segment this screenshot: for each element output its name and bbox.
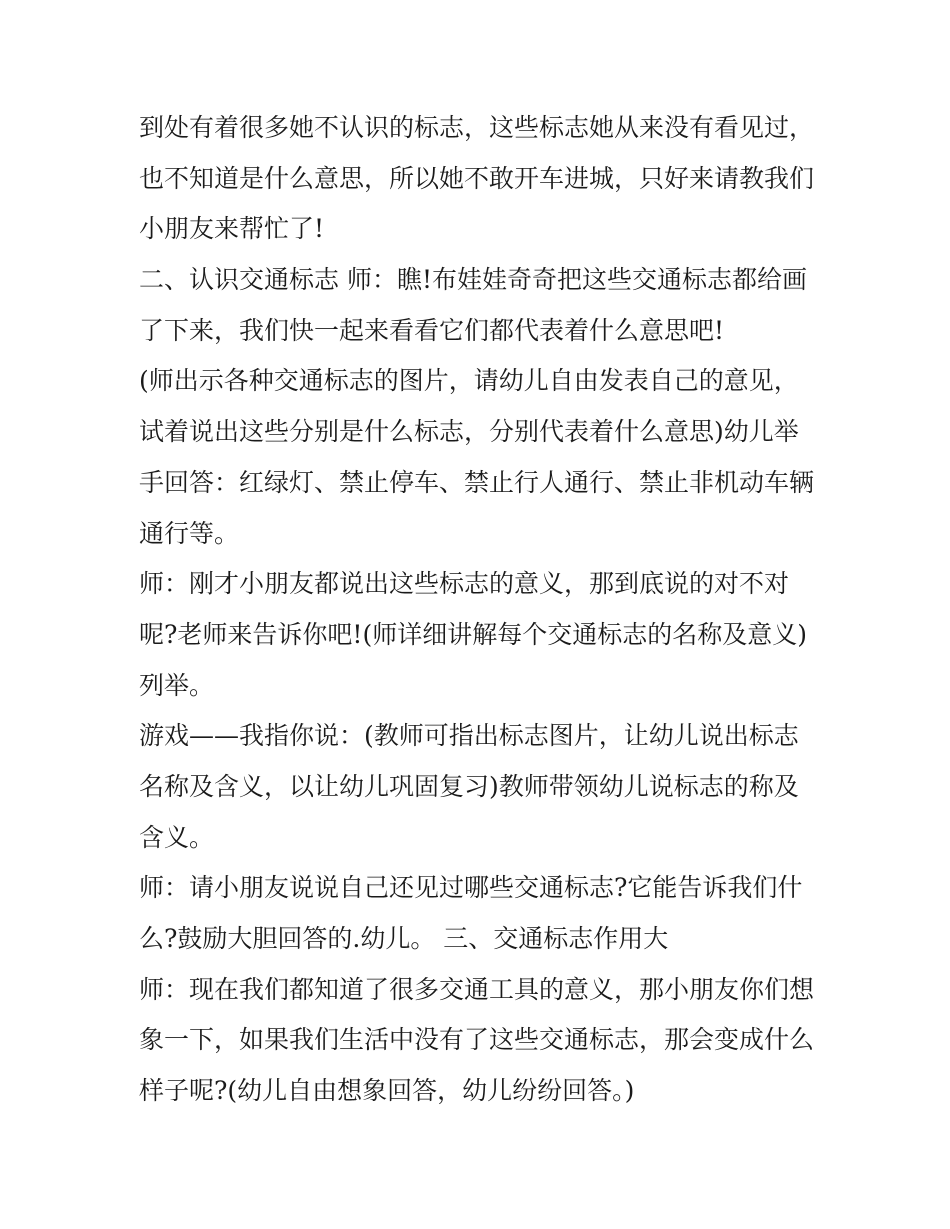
document-body — [139, 103, 829, 1117]
text-line: 了下来，我们快一起来看看它们都代表着什么意思吧! — [139, 315, 725, 345]
text-line: 小朋友来帮忙了! — [139, 214, 325, 244]
section-heading-line: 么?鼓励大胆回答的.幼儿。 三、交通标志作用大 — [139, 924, 669, 953]
text-line: 师：现在我们都知道了很多交通工具的意义，那小朋友你们想 — [139, 974, 815, 1004]
text-line: 也不知道是什么意思，所以她不敢开车进城，只好来请教我们 — [139, 163, 815, 193]
text-line: 名称及含义，以让幼儿巩固复习)教师带领幼儿说标志的称及 — [139, 771, 799, 801]
text-line: 游戏——我指你说：(教师可指出标志图片，让幼儿说出标志 — [139, 721, 799, 751]
text-line: 呢?老师来告诉你吧!(师详细讲解每个交通标志的名称及意义) — [139, 619, 807, 649]
text-line: 试着说出这些分别是什么标志，分别代表着什么意思)幼儿举 — [139, 417, 799, 447]
section-heading-line: 二、认识交通标志 师：瞧!布娃娃奇奇把这些交通标志都给画 — [139, 265, 807, 295]
text-line: 样子呢?(幼儿自由想象回答，幼儿纷纷回答。) — [139, 1076, 635, 1106]
text-line: 象一下，如果我们生活中没有了这些交通标志，那会变成什么 — [139, 1025, 815, 1055]
text-line: 通行等。 — [139, 518, 240, 548]
text-line: 手回答：红绿灯、禁止停车、禁止行人通行、禁止非机动车辆 — [139, 467, 815, 497]
text-line: 到处有着很多她不认识的标志，这些标志她从来没有看见过， — [139, 113, 815, 142]
text-line: 含义。 — [139, 822, 215, 852]
text-line: (师出示各种交通标志的图片，请幼儿自由发表自己的意见， — [139, 366, 799, 396]
text-line: 师：刚才小朋友都说出这些标志的意义，那到底说的对不对 — [139, 569, 790, 599]
text-line: 师：请小朋友说说自己还见过哪些交通标志?它能告诉我们什 — [139, 873, 803, 903]
text-line: 列举。 — [139, 670, 215, 700]
